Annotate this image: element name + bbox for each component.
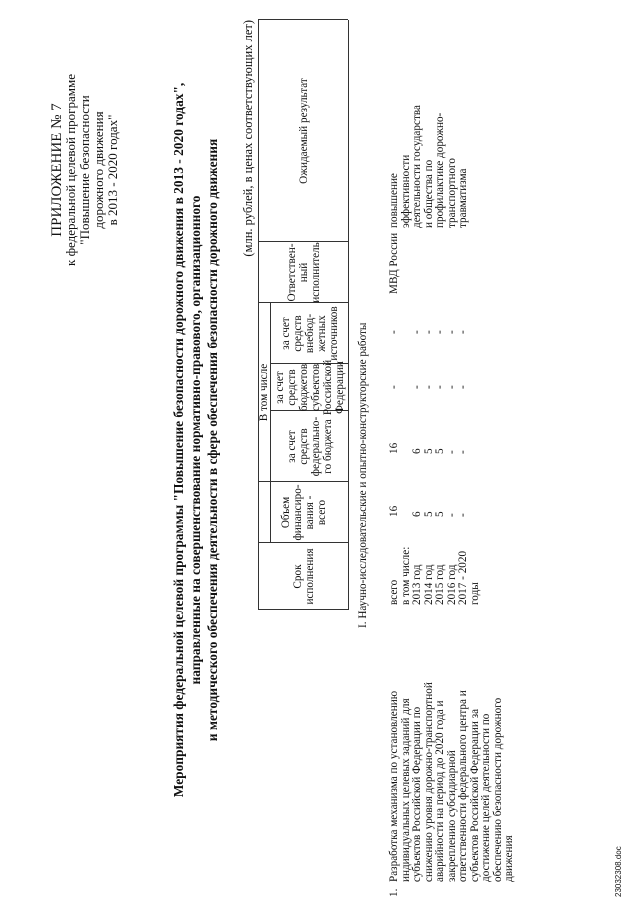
document-title: [170, 20, 221, 860]
row-federal-values: 16 6 5 5 - -: [388, 442, 469, 454]
appendix-line: к федеральной целевой программе: [63, 74, 78, 266]
section-title: I. Научно-исследовательские и опытно-конструкторские работы: [357, 322, 369, 628]
header-regional-budgets: за счет средств бюджетов субъектов Российской Федерации: [273, 359, 346, 416]
units-note: (млн. рублей, в ценах соответствующих лет): [241, 20, 255, 257]
row-regional-values: - - - - - -: [388, 385, 469, 389]
row-expected-result: повышение эффективности деятельности государства и общества по профилактике дорожно- транспортного травматизма: [388, 105, 469, 228]
appendix-number: ПРИЛОЖЕНИЕ № 7: [49, 103, 65, 237]
appendix-line: "Повышение безопасности: [77, 95, 92, 245]
document-filename: 23032308.doc: [614, 846, 623, 897]
row-executor: МВД России: [388, 232, 400, 294]
header-in-that-number: В том числе: [258, 363, 270, 422]
header-federal-budget: за счет средств федерально- го бюджета: [285, 416, 334, 477]
title-line: Мероприятия федеральной целевой программы "Повышение безопасности дорожного движения в 2013 - 2020 годах",: [171, 82, 186, 798]
row-extrabudget-values: - - - - - -: [388, 330, 469, 334]
row-periods: всего в том числе: 2013 год 2014 год 2015 год 2016 год 2017 - 2020 годы: [388, 546, 481, 605]
appendix-heading: [50, 20, 120, 320]
row-description: Разработка механизма по установлению индивидуальных целевых заданий для субъектов Российской Федерации по снижению уровня дорожно-транспортной аварийности на период до 2020 года и закреплению субсидиарной ответственности федерального центра и субъектов Российской Федерации за достижение целей деятельности по обеспечению безопасности дорожного движения: [388, 682, 515, 882]
title-line: и методического обеспечения деятельности в сфере обеспечения безопасности дорожного движения: [205, 138, 220, 742]
row-number: 1.: [388, 888, 400, 897]
header-total-funding: Объем финансиро- вания - всего: [279, 484, 328, 541]
header-bottom-border: [348, 20, 349, 610]
header-expected-result: Ожидаемый результат: [297, 78, 310, 184]
appendix-line: в 2013 - 2020 годах": [105, 114, 120, 226]
appendix-line: дорожного движения: [91, 111, 106, 229]
header-extrabudgetary: за счет средств внебюд- жетных источников: [279, 306, 340, 361]
header-period: Срок исполнения: [291, 548, 316, 605]
header-executor: Ответствен- ный исполнитель: [285, 242, 322, 303]
row-total-values: 16 6 5 5 - -: [388, 505, 469, 517]
title-line: направленные на совершенствование нормативно-правового, организационного: [188, 195, 203, 685]
